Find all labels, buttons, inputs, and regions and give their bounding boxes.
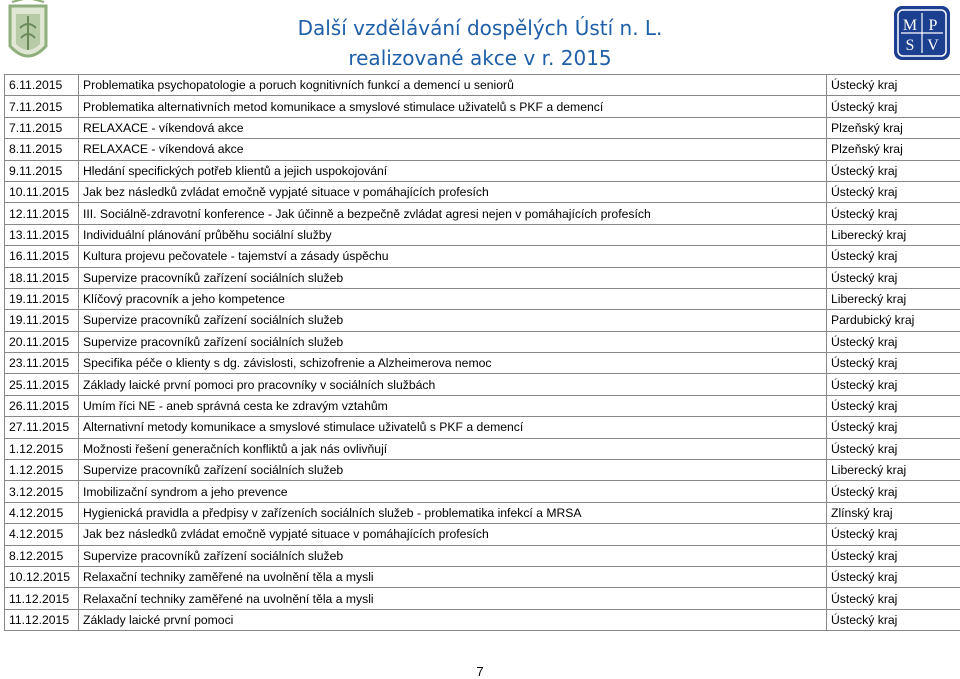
topic-cell: Hygienická pravidla a předpisy v zařízeních sociálních služeb - problematika infekcí a MRSA xyxy=(79,502,827,523)
date-cell: 18.11.2015 xyxy=(5,267,79,288)
region-cell: Ústecký kraj xyxy=(827,181,960,202)
date-cell: 8.11.2015 xyxy=(5,139,79,160)
date-cell: 6.11.2015 xyxy=(5,75,79,96)
topic-cell: III. Sociálně-zdravotní konference - Jak účinně a bezpečně zvládat agresi nejen v pomáhajících profesích xyxy=(79,203,827,224)
region-cell: Ústecký kraj xyxy=(827,374,960,395)
topic-cell: Jak bez následků zvládat emočně vypjaté situace v pomáhajících profesích xyxy=(79,181,827,202)
svg-text:V: V xyxy=(927,37,939,54)
region-cell: Ústecký kraj xyxy=(827,75,960,96)
table-row xyxy=(5,331,960,352)
topic-cell: Problematika psychopatologie a poruch kognitivních funkcí a demencí u seniorů xyxy=(79,75,827,96)
region-cell: Liberecký kraj xyxy=(827,224,960,245)
topic-cell: Problematika alternativních metod komunikace a smyslové stimulace uživatelů s PKF a demencí xyxy=(79,96,827,117)
date-cell: 7.11.2015 xyxy=(5,117,79,138)
document-title: Další vzdělávání dospělých Ústí n. L. xyxy=(200,16,760,40)
topic-cell: Individuální plánování průběhu sociální služby xyxy=(79,224,827,245)
region-cell: Ústecký kraj xyxy=(827,395,960,416)
svg-text:M: M xyxy=(903,17,917,34)
table-row xyxy=(5,502,960,523)
topic-cell: RELAXACE - víkendová akce xyxy=(79,139,827,160)
date-cell: 10.12.2015 xyxy=(5,566,79,587)
table-row xyxy=(5,75,960,96)
table-row xyxy=(5,203,960,224)
date-cell: 19.11.2015 xyxy=(5,288,79,309)
date-cell: 20.11.2015 xyxy=(5,331,79,352)
table-row xyxy=(5,374,960,395)
table-row xyxy=(5,160,960,181)
region-cell: Liberecký kraj xyxy=(827,288,960,309)
date-cell: 1.12.2015 xyxy=(5,438,79,459)
topic-cell: Supervize pracovníků zařízení sociálních služeb xyxy=(79,310,827,331)
table-row xyxy=(5,224,960,245)
topic-cell: Specifika péče o klienty s dg. závislosti, schizofrenie a Alzheimerova nemoc xyxy=(79,353,827,374)
topic-cell: Supervize pracovníků zařízení sociálních služeb xyxy=(79,545,827,566)
table-row xyxy=(5,288,960,309)
table-row xyxy=(5,310,960,331)
mpsv-logo xyxy=(893,5,951,61)
region-cell: Ústecký kraj xyxy=(827,545,960,566)
topic-cell: Umím říci NE - aneb správná cesta ke zdravým vztahům xyxy=(79,395,827,416)
region-cell: Zlínský kraj xyxy=(827,502,960,523)
date-cell: 4.12.2015 xyxy=(5,502,79,523)
region-cell: Pardubický kraj xyxy=(827,310,960,331)
topic-cell: Možnosti řešení generačních konfliktů a jak nás ovlivňují xyxy=(79,438,827,459)
date-cell: 11.12.2015 xyxy=(5,609,79,630)
topic-cell: RELAXACE - víkendová akce xyxy=(79,117,827,138)
date-cell: 25.11.2015 xyxy=(5,374,79,395)
topic-cell: Kultura projevu pečovatele - tajemství a zásady úspěchu xyxy=(79,246,827,267)
topic-cell: Klíčový pracovník a jeho kompetence xyxy=(79,288,827,309)
region-cell: Ústecký kraj xyxy=(827,481,960,502)
table-row xyxy=(5,353,960,374)
date-cell: 8.12.2015 xyxy=(5,545,79,566)
table-row xyxy=(5,181,960,202)
table-row xyxy=(5,417,960,438)
date-cell: 3.12.2015 xyxy=(5,481,79,502)
topic-cell: Jak bez následků zvládat emočně vypjaté situace v pomáhajících profesích xyxy=(79,524,827,545)
date-cell: 10.11.2015 xyxy=(5,181,79,202)
date-cell: 27.11.2015 xyxy=(5,417,79,438)
date-cell: 13.11.2015 xyxy=(5,224,79,245)
region-cell: Ústecký kraj xyxy=(827,438,960,459)
topic-cell: Alternativní metody komunikace a smyslové stimulace uživatelů s PKF a demencí xyxy=(79,417,827,438)
region-cell: Ústecký kraj xyxy=(827,246,960,267)
region-cell: Ústecký kraj xyxy=(827,524,960,545)
date-cell: 4.12.2015 xyxy=(5,524,79,545)
date-cell: 23.11.2015 xyxy=(5,353,79,374)
topic-cell: Supervize pracovníků zařízení sociálních služeb xyxy=(79,460,827,481)
table-row xyxy=(5,460,960,481)
table-row xyxy=(5,395,960,416)
topic-cell: Základy laické první pomoci pro pracovníky v sociálních službách xyxy=(79,374,827,395)
region-cell: Plzeňský kraj xyxy=(827,139,960,160)
organization-logo xyxy=(6,0,50,68)
date-cell: 26.11.2015 xyxy=(5,395,79,416)
table-row xyxy=(5,246,960,267)
topic-cell: Supervize pracovníků zařízení sociálních služeb xyxy=(79,267,827,288)
table-row xyxy=(5,267,960,288)
date-cell: 9.11.2015 xyxy=(5,160,79,181)
region-cell: Ústecký kraj xyxy=(827,353,960,374)
table-row xyxy=(5,545,960,566)
events-table xyxy=(4,74,960,631)
table-row xyxy=(5,117,960,138)
region-cell: Ústecký kraj xyxy=(827,588,960,609)
table-row xyxy=(5,139,960,160)
region-cell: Ústecký kraj xyxy=(827,267,960,288)
svg-text:S: S xyxy=(906,37,915,54)
page-number: 7 xyxy=(460,664,500,679)
region-cell: Ústecký kraj xyxy=(827,203,960,224)
date-cell: 1.12.2015 xyxy=(5,460,79,481)
region-cell: Ústecký kraj xyxy=(827,331,960,352)
table-row xyxy=(5,481,960,502)
region-cell: Liberecký kraj xyxy=(827,460,960,481)
topic-cell: Imobilizační syndrom a jeho prevence xyxy=(79,481,827,502)
date-cell: 12.11.2015 xyxy=(5,203,79,224)
date-cell: 7.11.2015 xyxy=(5,96,79,117)
table-row xyxy=(5,609,960,630)
date-cell: 16.11.2015 xyxy=(5,246,79,267)
date-cell: 11.12.2015 xyxy=(5,588,79,609)
topic-cell: Hledání specifických potřeb klientů a jejich uspokojování xyxy=(79,160,827,181)
region-cell: Ústecký kraj xyxy=(827,160,960,181)
region-cell: Plzeňský kraj xyxy=(827,117,960,138)
table-row xyxy=(5,588,960,609)
topic-cell: Relaxační techniky zaměřené na uvolnění těla a mysli xyxy=(79,566,827,587)
table-row xyxy=(5,438,960,459)
table-row xyxy=(5,524,960,545)
topic-cell: Základy laické první pomoci xyxy=(79,609,827,630)
table-row xyxy=(5,566,960,587)
region-cell: Ústecký kraj xyxy=(827,609,960,630)
document-subtitle: realizované akce v r. 2015 xyxy=(200,46,760,70)
svg-text:P: P xyxy=(929,17,938,34)
date-cell: 19.11.2015 xyxy=(5,310,79,331)
topic-cell: Supervize pracovníků zařízení sociálních služeb xyxy=(79,331,827,352)
region-cell: Ústecký kraj xyxy=(827,566,960,587)
region-cell: Ústecký kraj xyxy=(827,417,960,438)
table-row xyxy=(5,96,960,117)
topic-cell: Relaxační techniky zaměřené na uvolnění těla a mysli xyxy=(79,588,827,609)
region-cell: Ústecký kraj xyxy=(827,96,960,117)
